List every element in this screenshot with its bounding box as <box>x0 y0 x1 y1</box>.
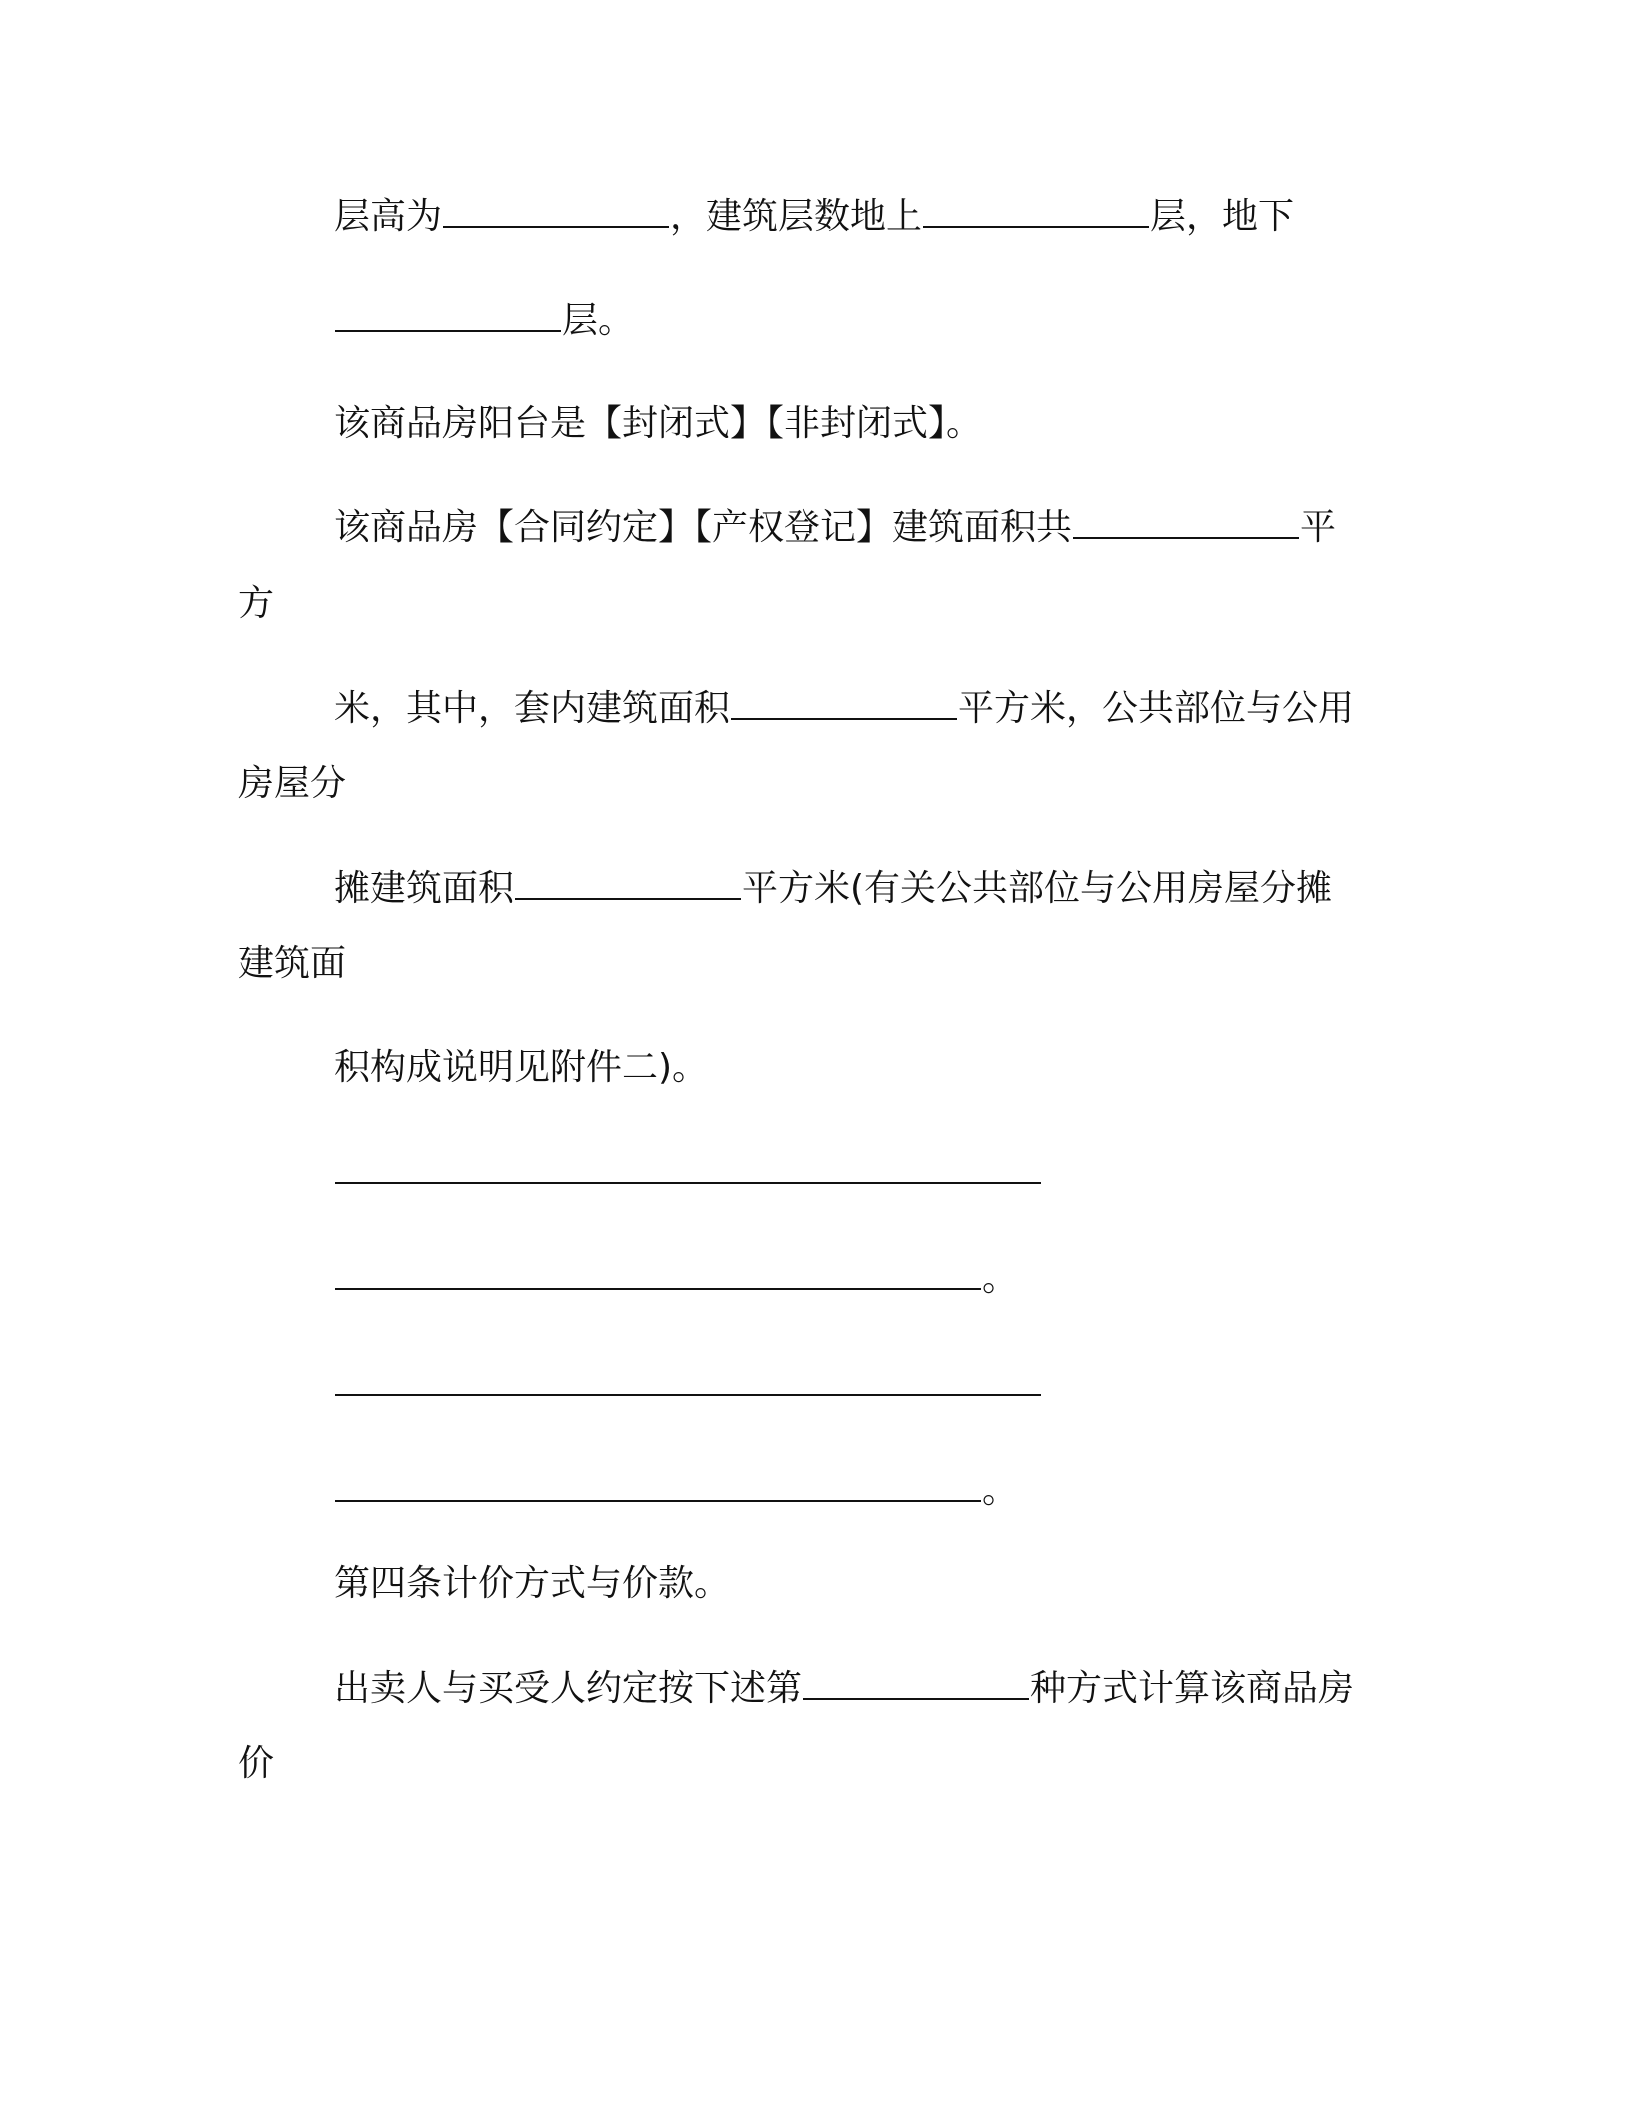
blank-line-2 <box>334 1254 1018 1303</box>
long-blank-4[interactable] <box>335 1466 981 1502</box>
floor-height-label: 层高为 <box>334 196 443 237</box>
pricing-method-label: 出卖人与买受人约定按下述第 <box>334 1668 803 1709</box>
pricing-method-continuation: 价 <box>238 1743 275 1784</box>
underground-floors-blank[interactable] <box>335 296 561 332</box>
total-area-blank[interactable] <box>1073 503 1299 539</box>
shared-area-suffix: 平方米(有关公共部位与公用房屋分摊 <box>742 868 1333 909</box>
pricing-method-line <box>334 1664 1354 1713</box>
shared-area-blank[interactable] <box>515 864 741 900</box>
underground-floors-line <box>334 296 634 345</box>
inner-area-label: 米，其中，套内建筑面积 <box>334 688 731 729</box>
blank-line-3 <box>334 1360 1042 1409</box>
inner-area-suffix: 平方米，公共部位与公用 <box>958 688 1355 729</box>
pricing-method-suffix: 种方式计算该商品房 <box>1030 1668 1355 1709</box>
total-area-line <box>334 503 1336 552</box>
underground-label: 层，地下 <box>1150 196 1295 237</box>
period-mark-1: 。 <box>982 1258 1019 1299</box>
above-ground-floors-blank[interactable] <box>923 192 1149 228</box>
inner-area-line <box>334 684 1354 733</box>
annex-reference-line: 积构成说明见附件二)。 <box>334 1047 709 1088</box>
article-four-heading: 第四条计价方式与价款。 <box>334 1563 731 1604</box>
balcony-line: 该商品房阳台是【封闭式】【非封闭式】。 <box>334 403 983 444</box>
period-mark-2: 。 <box>982 1470 1019 1511</box>
pricing-method-blank[interactable] <box>803 1664 1029 1700</box>
long-blank-1[interactable] <box>335 1148 1041 1184</box>
floor-height-blank[interactable] <box>443 192 669 228</box>
above-ground-label: ，建筑层数地上 <box>670 196 923 237</box>
floors-suffix: 层。 <box>562 300 635 341</box>
shared-area-line <box>334 864 1332 913</box>
long-blank-3[interactable] <box>335 1360 1041 1396</box>
inner-area-blank[interactable] <box>731 684 957 720</box>
blank-line-4 <box>334 1466 1018 1515</box>
blank-line-1 <box>334 1148 1042 1197</box>
shared-area-continuation: 房屋分 <box>238 763 347 804</box>
floor-height-line <box>334 192 1294 241</box>
total-area-unit-end: 方 <box>238 583 275 624</box>
total-area-unit-start: 平 <box>1300 507 1337 548</box>
shared-area-continuation-2: 建筑面 <box>238 943 347 984</box>
long-blank-2[interactable] <box>335 1254 981 1290</box>
total-area-label: 该商品房【合同约定】【产权登记】建筑面积共 <box>334 507 1073 548</box>
shared-area-label: 摊建筑面积 <box>334 868 515 909</box>
